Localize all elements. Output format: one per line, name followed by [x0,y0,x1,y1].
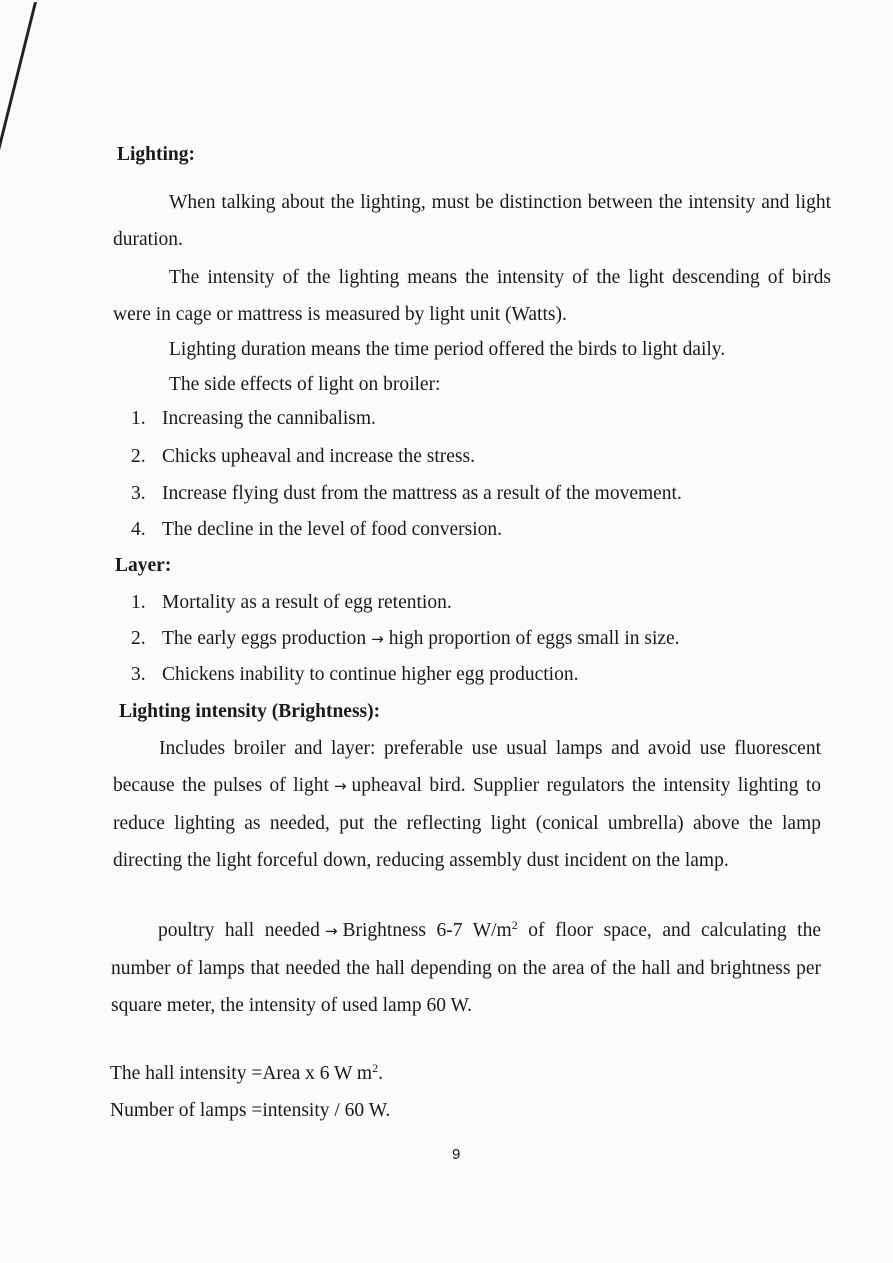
intensity-heading: Lighting intensity (Brightness): [119,701,381,722]
list-item: 4. The decline in the level of food conversion. [131,519,503,540]
lighting-paragraph-1: When talking about the lighting, must be distinction between the intensity and light duration. [113,192,831,250]
list-item: 3. Increase flying dust from the mattress as a result of the movement. [131,483,682,504]
scan-mark [0,2,37,162]
layer-heading: Layer: [115,555,172,576]
arrow-icon: → [333,777,347,795]
arrow-icon: → [324,922,338,940]
lighting-paragraph-4: The side effects of light on broiler: [169,374,441,395]
lighting-paragraph-3: Lighting duration means the time period offered the birds to light daily. [169,339,726,360]
formula-hall-intensity: The hall intensity =Area x 6 W $m^2$. [110,1061,383,1084]
list-item: 3. Chickens inability to continue higher egg production. [131,664,579,685]
list-item: 2. Chicks upheaval and increase the stress. [131,446,475,467]
list-item: 1. Increasing the cannibalism. [131,408,376,429]
formula-number-of-lamps: Number of lamps =intensity / 60 W. [110,1100,391,1121]
list-item: 2. The early eggs production → high proportion of eggs small in size. [131,628,680,649]
page-number: 9 [452,1146,461,1163]
intensity-paragraph-1: Includes broiler and layer: preferable use usual lamps and avoid use fluorescent because the pulses of light → upheaval bird. Supplier regulators the intensity lighting to reduce lighting as needed, put the reflecting light (conical umbrella) above the lamp directing the light forceful down, reducing assembly dust incident on the lamp. [113,738,822,871]
list-item: 1. Mortality as a result of egg retention. [131,592,452,613]
lighting-paragraph-2: The intensity of the lighting means the intensity of the light descending of birds were in cage or mattress is measured by light unit (Watts). [113,267,831,325]
lighting-heading: Lighting: [117,144,196,165]
intensity-paragraph-2: poultry hall needed → Brightness 6-7 $W/m^2$ of floor space, and calculating the number of lamps that needed the hall depending on the area of the hall and brightness per square meter, the intensity of used lamp 60 W. [111,918,821,1016]
arrow-icon: → [371,630,384,648]
